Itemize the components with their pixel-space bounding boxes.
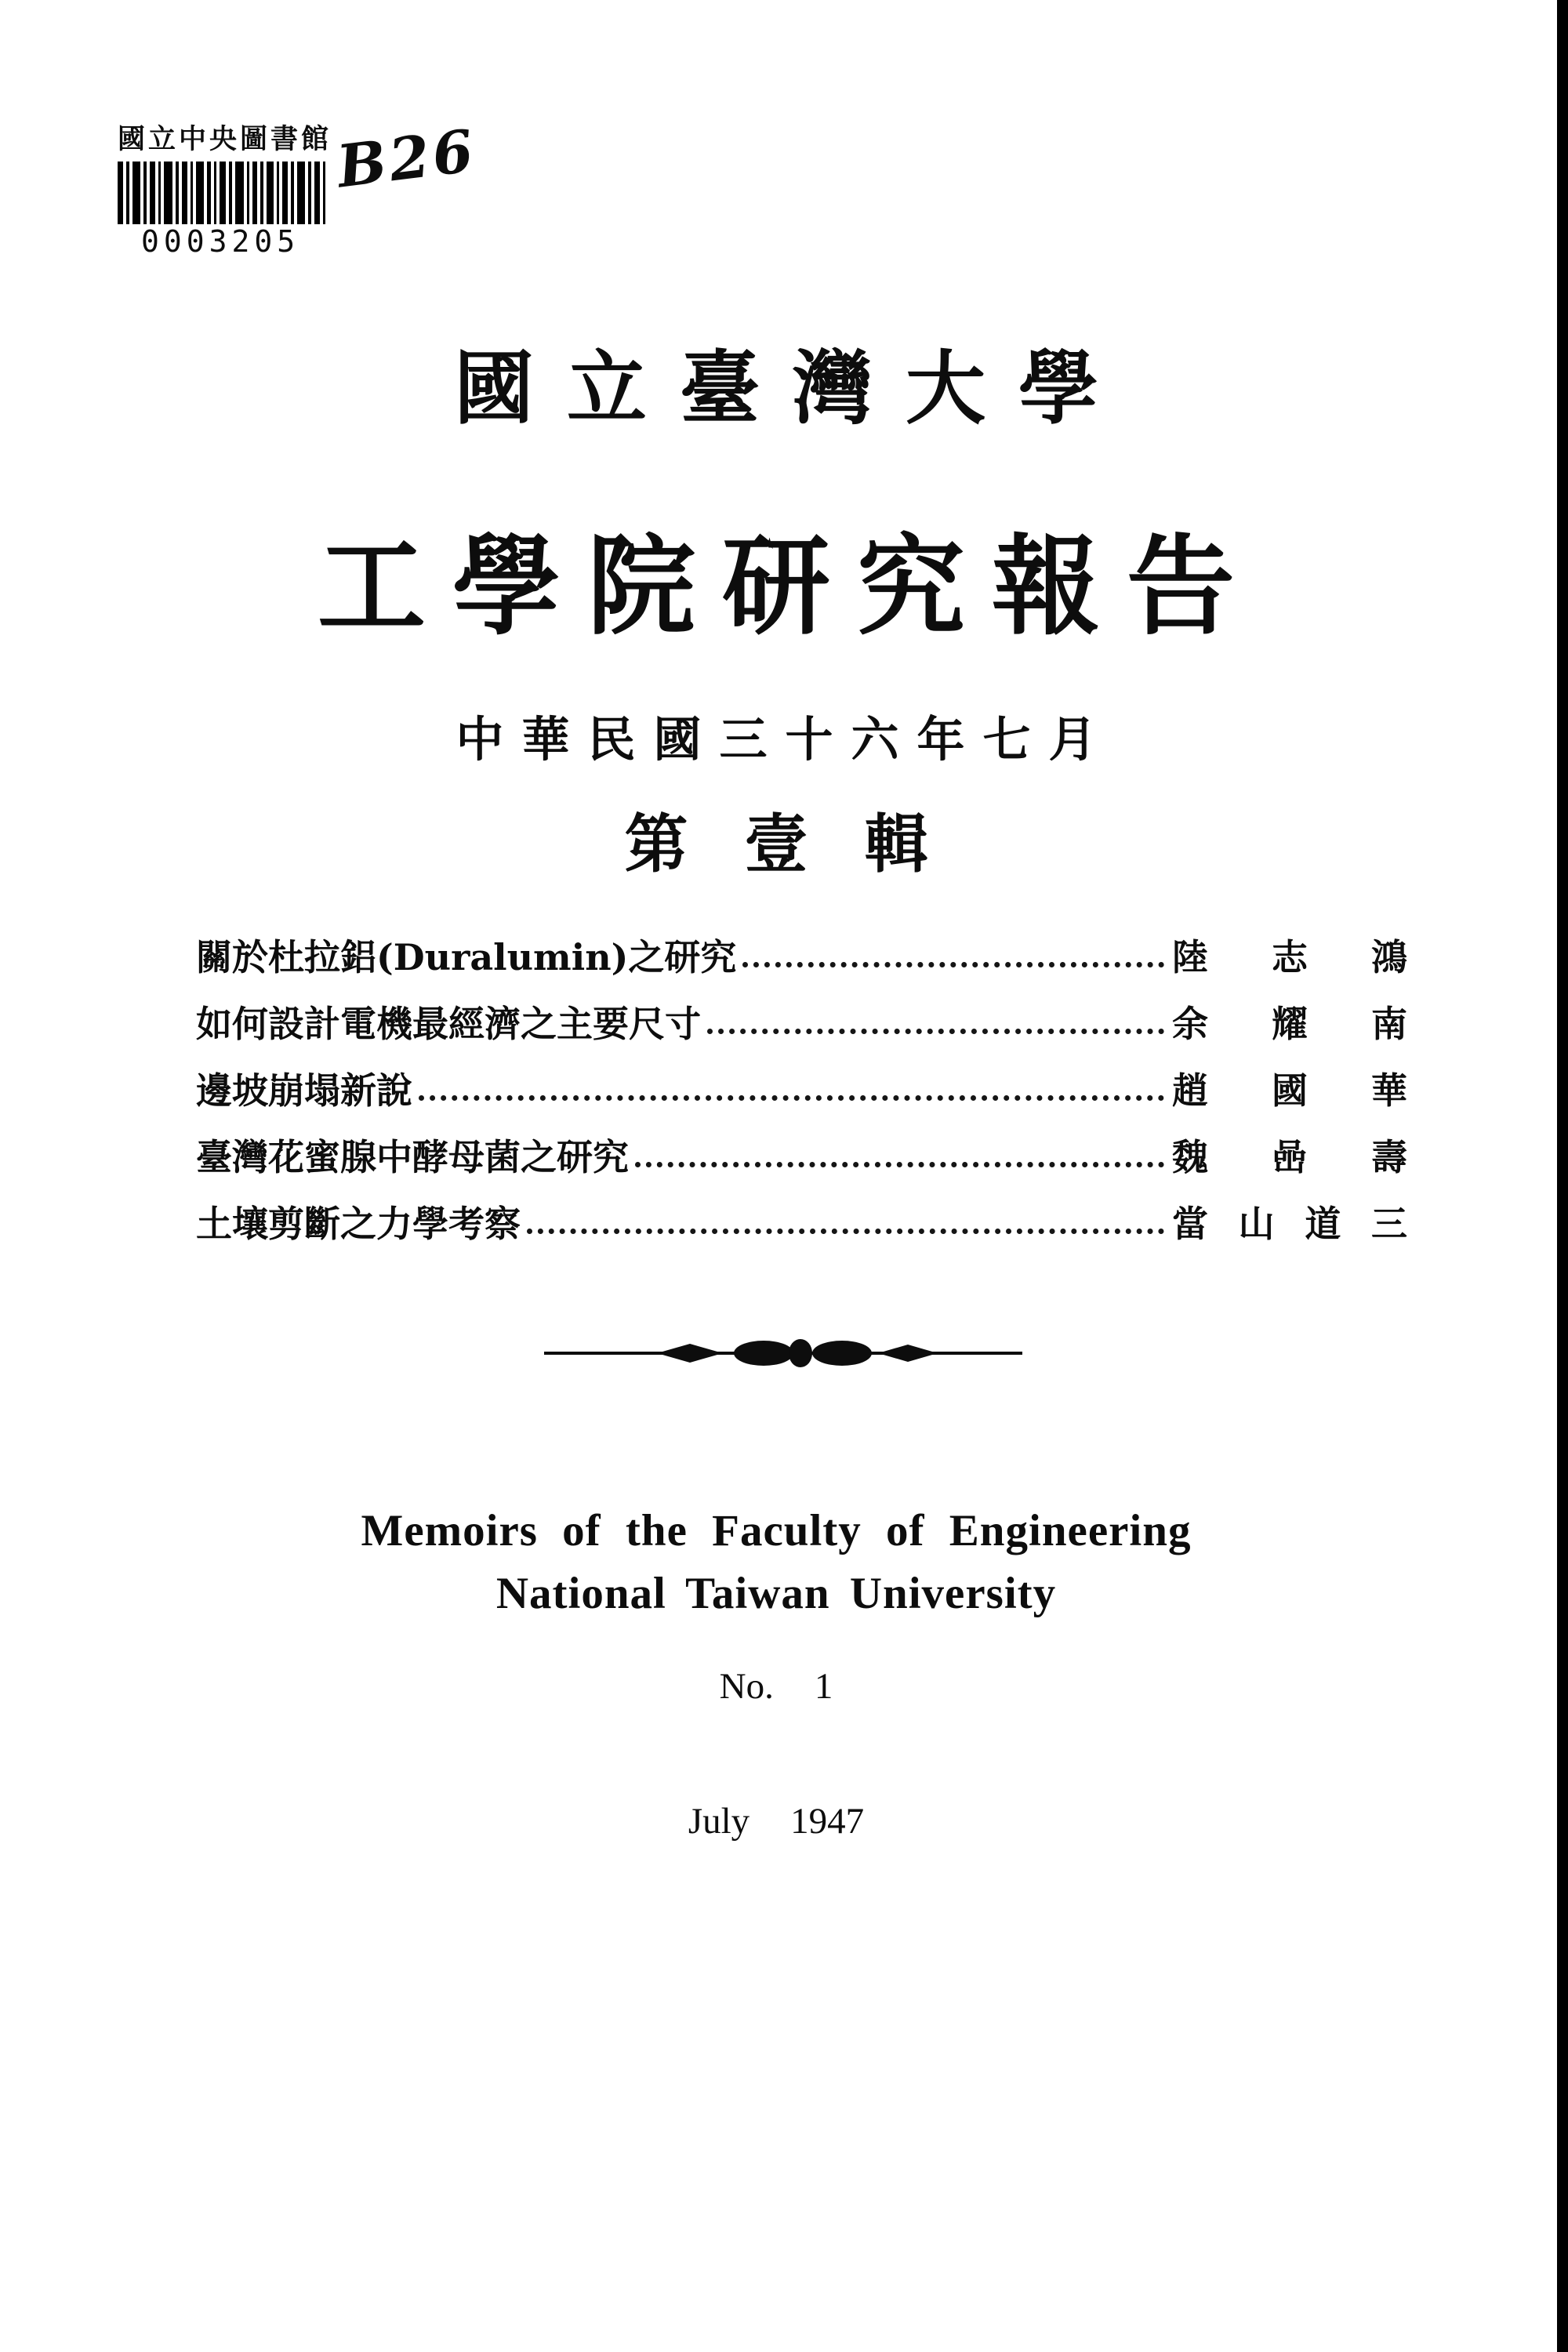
toc-row [196,1181,1407,1247]
toc-dot-leader [419,1095,1164,1101]
series-title-line1: Memoirs of the Faculty of Engineering [361,1506,1192,1555]
issue-number: 1 [814,1666,833,1707]
toc-dot-leader [742,962,1164,967]
handwritten-mark: B26 [333,117,481,201]
issue-number-line [0,1665,1552,1708]
publication-year: 1947 [790,1801,865,1842]
toc-row [196,1047,1407,1114]
publication-month: July [688,1801,750,1842]
toc-item-title: 如何設計電機最經濟之主要尺寸 [196,1003,701,1045]
publication-title: 工學院研究報告 [317,522,1261,650]
toc-item-author: 趙 國 華 [1172,1069,1407,1112]
university-title: 國立臺灣大學 [454,342,1131,436]
publication-date-line [0,1800,1552,1842]
volume-label: 第壹輯 [624,808,985,882]
library-stamp-label: 國立中央圖書館 [118,123,332,155]
toc-item-title: 土壤剪斷之力學考察 [196,1203,521,1245]
toc-dot-leader [707,1029,1164,1034]
toc-dot-leader [527,1229,1164,1234]
toc-item-author: 當 山 道 三 [1172,1203,1407,1245]
toc-item-title: 關於杜拉鋁(Duralumin)之研究 [196,936,737,978]
toc-row [196,914,1407,981]
barcode-number: 0003205 [141,224,300,259]
ornament-divider-icon [539,1333,1027,1374]
toc-dot-leader [635,1162,1164,1167]
scan-edge-strip [1557,0,1568,2352]
toc-item-author: 魏 喦 壽 [1172,1136,1407,1178]
toc-row [196,981,1407,1047]
toc-row [196,1114,1407,1181]
toc-item-title: 臺灣花蜜腺中酵母菌之研究 [196,1136,629,1178]
series-title-line2: National Taiwan University [495,1569,1057,1618]
library-stamp [118,118,332,259]
roc-date: 中華民國三十六年七月 [456,712,1115,768]
toc-item-title: 邊坡崩塌新說 [196,1069,412,1112]
toc-item-author: 余 耀 南 [1172,1003,1407,1045]
toc-item-author: 陸 志 鴻 [1172,936,1407,978]
toc-list [196,914,1407,1247]
barcode-icon [118,162,328,224]
issue-label: No. [719,1666,774,1707]
